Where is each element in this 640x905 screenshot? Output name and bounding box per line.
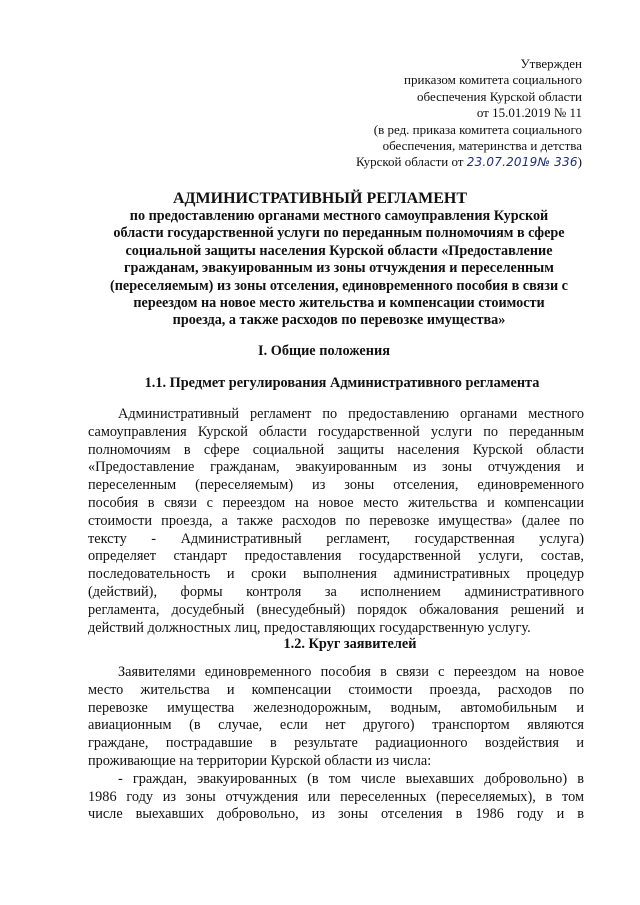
- approval-line: (в ред. приказа комитета социального: [373, 121, 582, 137]
- paragraph-line: пособия в связи с переездом на новое место жительства и компенсации: [88, 494, 584, 511]
- section-heading-applicants: 1.2. Круг заявителей: [283, 636, 417, 652]
- subtitle-line: гражданам, эвакуированным из зоны отчуждения и переселенным: [124, 260, 554, 277]
- paragraph-line: определяет стандарт предоставления государственной услуги, состав,: [88, 548, 584, 565]
- subtitle-line: области государственной услуги по переданным полномочиям в сфере: [113, 225, 565, 242]
- document-title: АДМИНИСТРАТИВНЫЙ РЕГЛАМЕНТ: [172, 190, 468, 207]
- paragraph-line: самоуправления Курской области государственной услуги по переданным: [88, 423, 584, 440]
- paragraph-line: полномочиям в сфере социальной защиты населения Курской области: [88, 441, 584, 458]
- subtitle-line: (переселяемым) из зоны отселения, единовременного пособия в связи с: [110, 277, 568, 294]
- paragraph-line: место жительства и компенсации стоимости проезда, расходов по: [88, 681, 584, 698]
- section-heading-general: I. Общие положения: [258, 343, 390, 359]
- paragraph-line: последовательность и сроки выполнения административных процедур: [88, 566, 584, 583]
- approval-prefix: Курской области от: [355, 154, 464, 170]
- handwritten-date: 23.07.2019: [466, 155, 538, 170]
- document-subtitle: [84, 208, 594, 330]
- paragraph-line: стоимости проезда, а также расходов по перевозке имущества» (далее по: [88, 512, 584, 529]
- paragraph-line: перевозке имущества железнодорожным, водным, автомобильным и: [88, 699, 584, 716]
- paragraph-line: регламента, досудебный (внесудебный) порядок обжалования решений и: [88, 601, 584, 618]
- paragraph-line: проживающие на территории Курской области из числа:: [88, 752, 432, 769]
- paragraph-line: 1986 году из зоны отчуждения или переселенных (переселяемых), в том: [88, 788, 584, 805]
- subtitle-line: социальной защиты населения Курской области «Предоставление: [125, 242, 553, 259]
- paragraph-applicants: [88, 664, 584, 824]
- approval-line: обеспечения, материнства и детства: [382, 138, 582, 154]
- paragraph-subject: [88, 406, 584, 637]
- paragraph-line: Заявителями единовременного пособия в связи с переездом на новое: [118, 664, 584, 680]
- handwritten-number: № 336: [537, 155, 578, 170]
- section-heading-subject: 1.1. Предмет регулирования Административного регламента: [144, 375, 540, 391]
- approval-line: обеспечения Курской области: [417, 88, 582, 104]
- approval-line: Утвержден: [520, 56, 582, 71]
- paragraph-line: Административный регламент по предоставлению органами местного: [118, 406, 584, 422]
- paragraph-line: (действий), формы контроля за исполнением административного: [88, 583, 584, 600]
- paragraph-line: тексту - Административный регламент, государственная услуга): [88, 530, 584, 547]
- paragraph-line: - граждан, эвакуированных (в том числе выехавших добровольно) в: [118, 770, 584, 787]
- approval-stamp-block: [356, 56, 582, 171]
- paragraph-line: «Предоставление гражданам, эвакуированным из зоны отчуждения и: [88, 459, 584, 476]
- paragraph-line: действий должностных лиц, предоставляющих государственную услугу.: [88, 619, 531, 636]
- paragraph-line: числе выехавших добровольно, из зоны отселения в 1986 году и в: [88, 806, 584, 823]
- approval-suffix: ): [577, 154, 582, 170]
- subtitle-line: по предоставлению органами местного самоуправления Курской: [129, 208, 549, 224]
- approval-line-amended: [356, 154, 582, 170]
- subtitle-line: переездом на новое место жительства и компенсации стоимости: [133, 295, 545, 312]
- paragraph-line: граждане, пострадавшие в результате радиационного воздействия и: [88, 735, 584, 752]
- approval-line: приказом комитета социального: [404, 72, 582, 88]
- paragraph-line: авиационным (в случае, если нет другого) транспортом являются: [88, 717, 584, 734]
- subtitle-line: проезда, а также расходов по перевозке имущества»: [172, 312, 506, 329]
- approval-line: от 15.01.2019 № 11: [476, 105, 582, 121]
- paragraph-line: переселенным (переселяемым) из зоны отселения, единовременного: [88, 477, 584, 494]
